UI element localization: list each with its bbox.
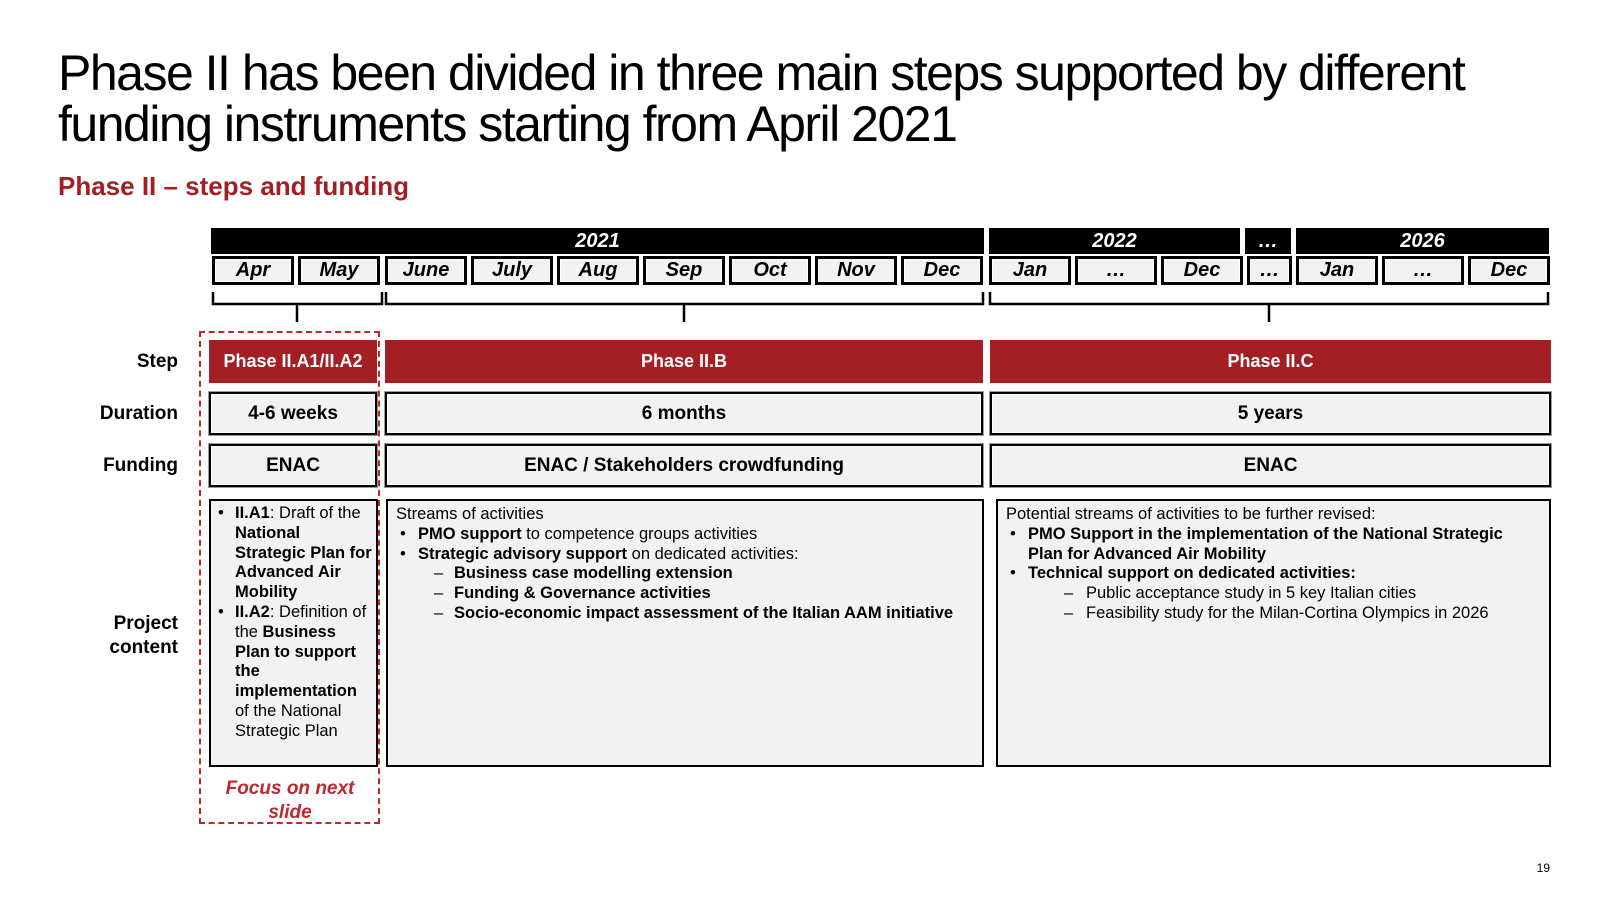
row-label-step: Step <box>136 351 178 372</box>
duration-phase-a: 4-6 weeks <box>209 392 377 435</box>
month-oct: Oct <box>730 257 810 284</box>
year-2026: 2026 <box>1296 228 1549 254</box>
content-b-sub-1: – Business case modelling extension <box>396 564 974 584</box>
brace-phase-c <box>987 292 1551 328</box>
row-label-funding: Funding <box>103 455 178 476</box>
content-b-sub-2: – Funding & Governance activities <box>396 584 974 604</box>
funding-phase-a: ENAC <box>209 444 377 487</box>
content-b-bullet-2: • Strategic advisory support on dedicated activities: <box>396 545 974 565</box>
content-b-sub-3: – Socio-economic impact assessment of the Italian AAM initiative <box>396 604 974 624</box>
page-title: Phase II has been divided in three main steps supported by different funding instruments starting from April 2021 <box>58 45 1465 152</box>
focus-note: Focus on next slide <box>225 778 355 823</box>
month-jan-2026: Jan <box>1297 257 1377 284</box>
month-ellipsis-gap: … <box>1248 257 1291 284</box>
duration-phase-b: 6 months <box>385 392 983 435</box>
content-phase-c <box>996 499 1551 767</box>
brace-phase-a <box>210 292 385 328</box>
content-b-bullet-1: • PMO support to competence groups activities <box>396 525 974 545</box>
content-a-item-1: • II.A1: Draft of the National Strategic Plan for Advanced Air Mobility <box>218 504 372 602</box>
row-label-project-content <box>58 612 178 660</box>
brace-phase-b <box>383 292 986 328</box>
content-c-sub-1: – Public acceptance study in 5 key Italian cities <box>1006 584 1541 604</box>
month-ellipsis-2022: … <box>1076 257 1156 284</box>
year-2022: 2022 <box>989 228 1240 254</box>
funding-phase-c: ENAC <box>990 444 1551 487</box>
year-ellipsis: … <box>1245 228 1291 254</box>
page-number: 19 <box>1536 861 1550 875</box>
month-aug: Aug <box>558 257 638 284</box>
step-phase-a: Phase II.A1/II.A2 <box>209 340 377 383</box>
month-nov: Nov <box>816 257 896 284</box>
focus-highlight <box>199 331 380 824</box>
month-dec: Dec <box>902 257 982 284</box>
month-sep: Sep <box>644 257 724 284</box>
month-jan-2022: Jan <box>990 257 1070 284</box>
content-c-intro: Potential streams of activities to be further revised: <box>1006 505 1376 523</box>
content-b-intro: Streams of activities <box>396 505 544 523</box>
month-may: May <box>299 257 379 284</box>
content-c-bullet-2: • Technical support on dedicated activities: <box>1006 564 1541 584</box>
month-june: June <box>386 257 466 284</box>
step-phase-b: Phase II.B <box>385 340 983 383</box>
month-dec-2022: Dec <box>1162 257 1242 284</box>
month-ellipsis-2026: … <box>1383 257 1463 284</box>
row-label-project-line1: Project <box>113 613 178 634</box>
row-label-project-line2: content <box>109 637 178 658</box>
content-a-item-2: • II.A2: Definition of the Business Plan to support the implementation of the National Strategic Plan <box>218 602 367 740</box>
content-c-bullet-1: • PMO Support in the implementation of the National Strategic Plan for Advanced Air Mobility <box>1006 525 1541 565</box>
content-phase-b <box>386 499 984 767</box>
duration-phase-c: 5 years <box>990 392 1551 435</box>
content-c-sub-2: – Feasibility study for the Milan-Cortina Olympics in 2026 <box>1006 604 1541 624</box>
month-apr: Apr <box>213 257 293 284</box>
page-subtitle: Phase II – steps and funding <box>58 171 410 201</box>
month-dec-2026: Dec <box>1469 257 1549 284</box>
funding-phase-b: ENAC / Stakeholders crowdfunding <box>385 444 983 487</box>
month-july: July <box>472 257 552 284</box>
year-2021: 2021 <box>211 228 984 254</box>
row-label-duration: Duration <box>99 403 178 424</box>
step-phase-c: Phase II.C <box>990 340 1551 383</box>
